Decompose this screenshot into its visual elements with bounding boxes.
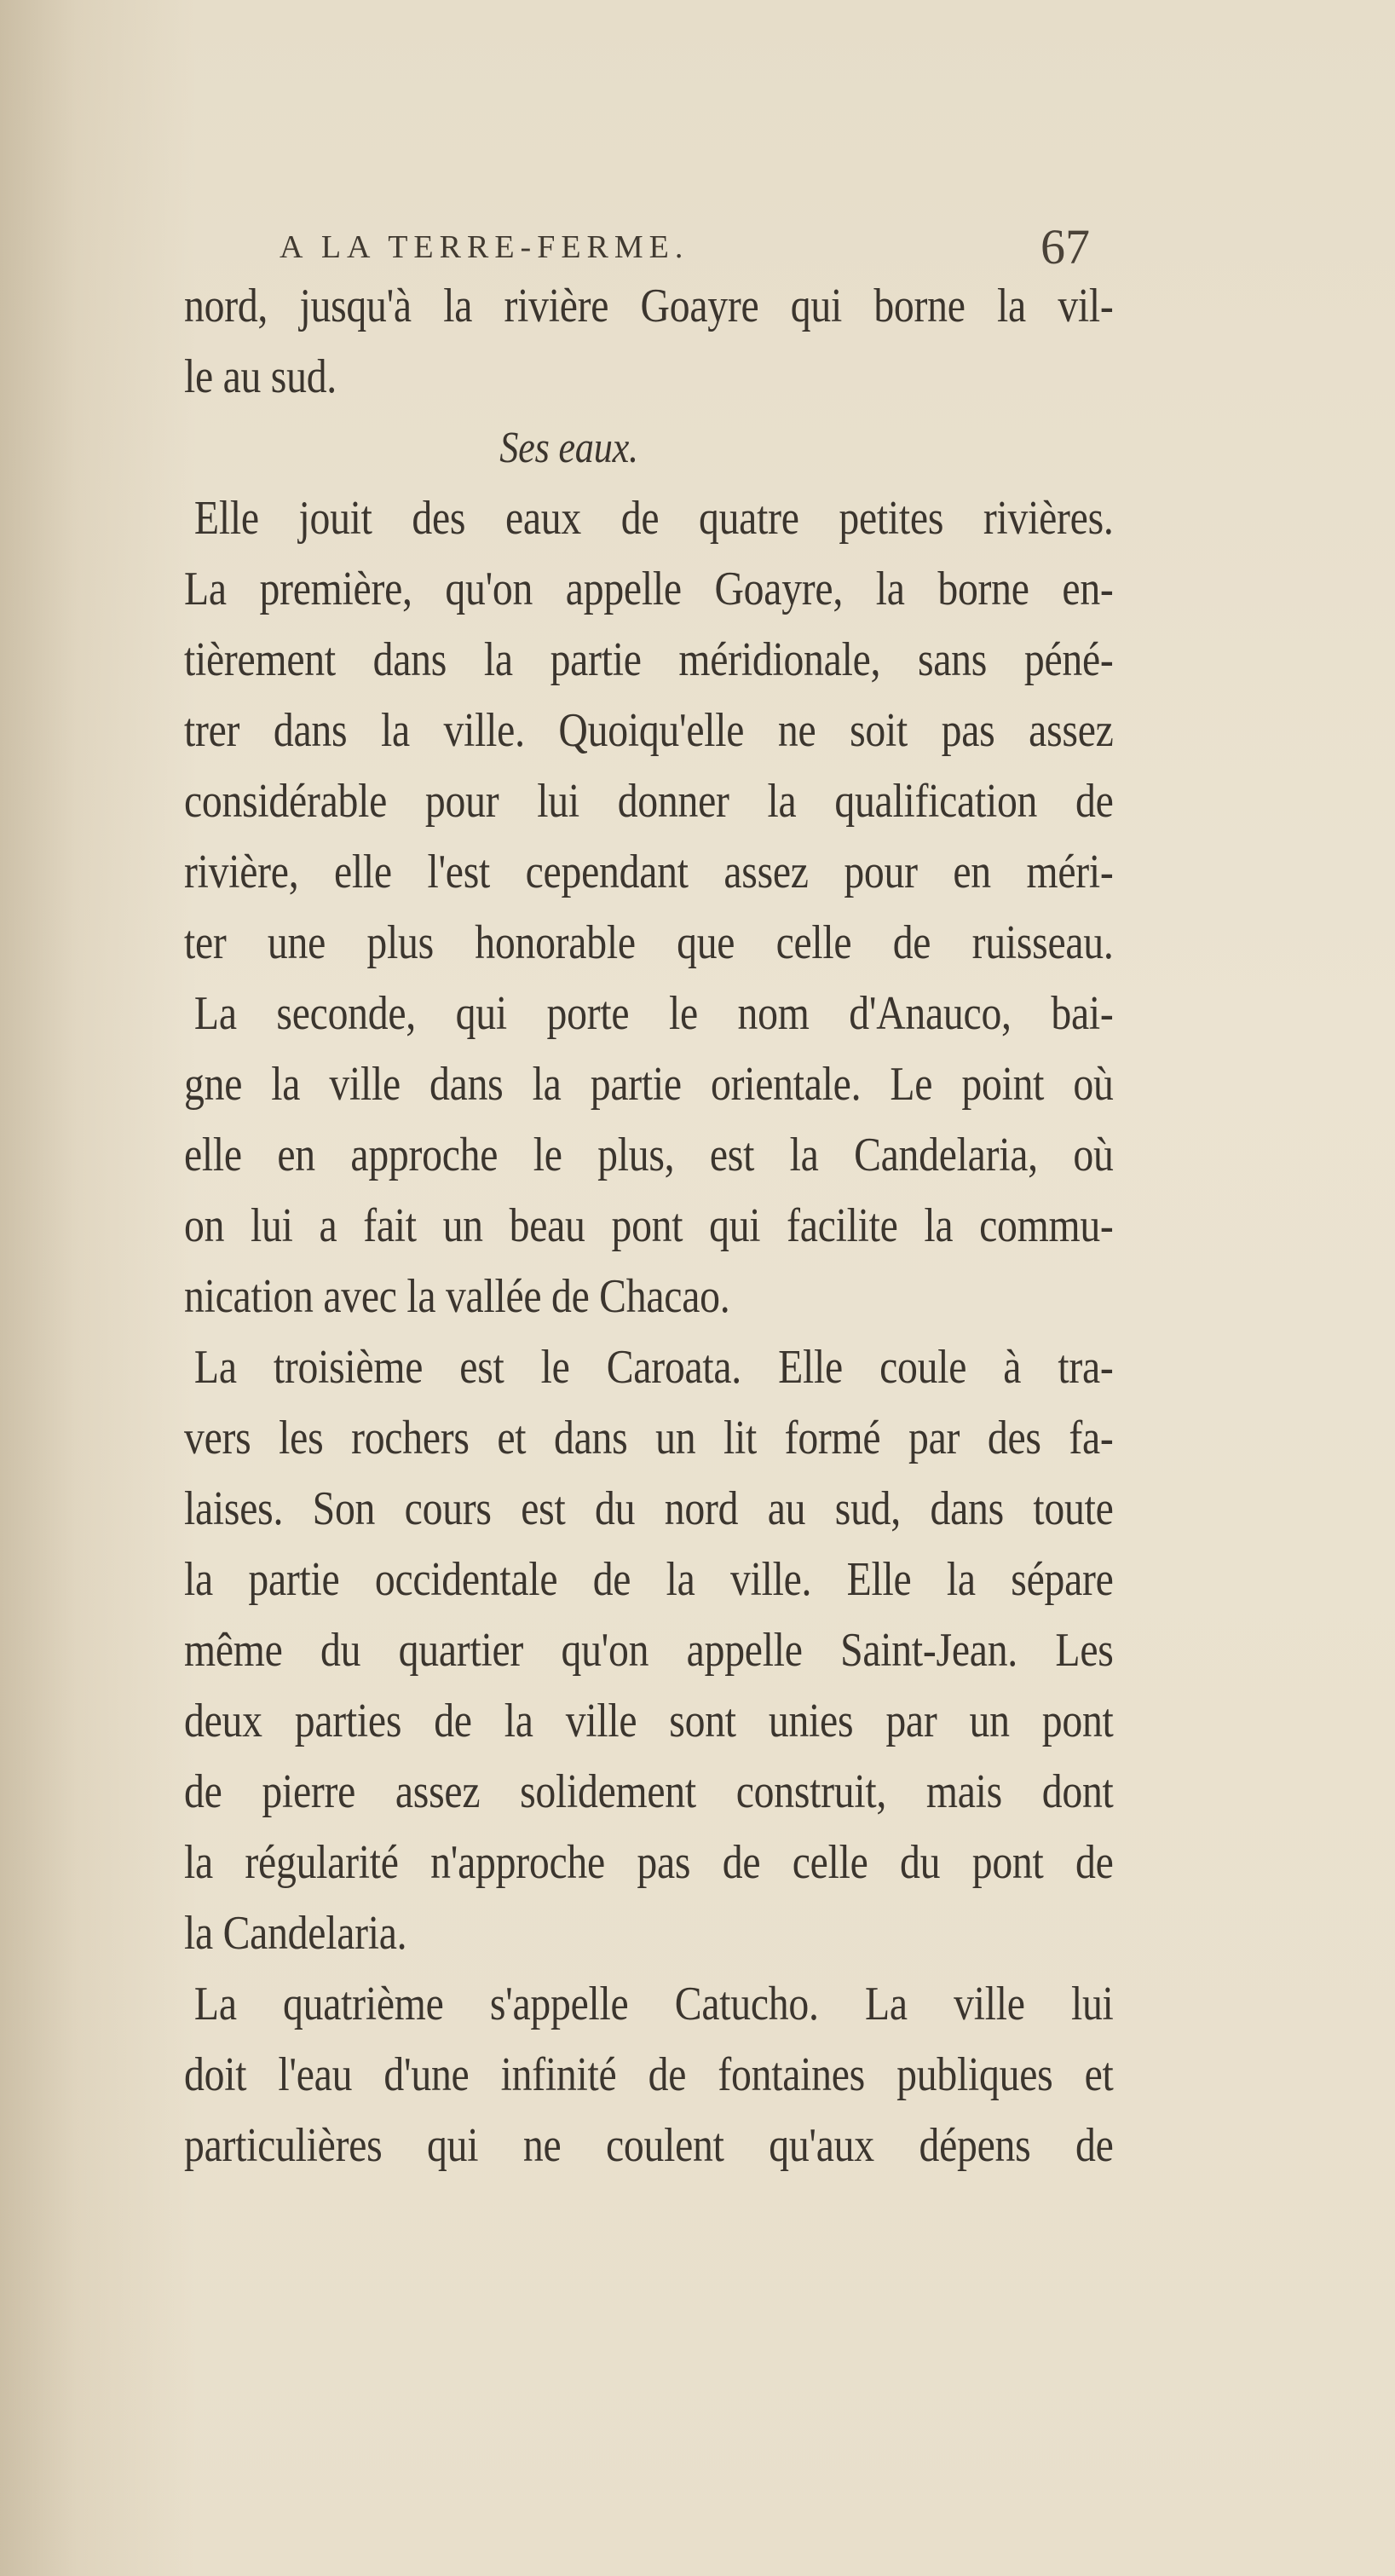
text-line: ter une plus honorable que celle de ruisseau.: [184, 916, 1114, 969]
text-line: même du quartier qu'on appelle Saint-Jean. Les: [184, 1624, 1114, 1677]
page-number: 67: [1040, 219, 1090, 274]
text-line: nord, jusqu'à la rivière Goayre qui borne la vil-: [184, 280, 1114, 332]
text-line: laises. Son cours est du nord au sud, dans toute: [184, 1482, 1114, 1535]
text-line: particulières qui ne coulent qu'aux dépens de: [184, 2119, 1114, 2172]
text-line: rivière, elle l'est cependant assez pour en méri-: [184, 846, 1114, 898]
text-line: la partie occidentale de la ville. Elle la sépare: [184, 1553, 1114, 1606]
text-line: La quatrième s'appelle Catucho. La ville lui: [193, 1978, 1114, 2030]
section-heading: Ses eaux.: [499, 424, 638, 472]
text-line: elle en approche le plus, est la Candelaria, où: [184, 1129, 1114, 1181]
text-line: la Candelaria.: [184, 1907, 407, 1960]
running-head: [184, 219, 1113, 274]
text-line: la régularité n'approche pas de celle du pont de: [184, 1836, 1114, 1889]
text-line: Elle jouit des eaux de quatre petites rivières.: [193, 492, 1114, 545]
text-line: La troisième est le Caroata. Elle coule à tra-: [193, 1341, 1114, 1394]
page-body: [184, 271, 1114, 2181]
text-line: gne la ville dans la partie orientale. Le point où: [184, 1058, 1114, 1111]
text-line: trer dans la ville. Quoiqu'elle ne soit pas assez: [184, 704, 1114, 757]
text-line: La première, qu'on appelle Goayre, la borne en-: [184, 563, 1114, 615]
text-line: on lui a fait un beau pont qui facilite la commu-: [184, 1199, 1114, 1252]
running-title: A LA TERRE-FERME.: [280, 229, 689, 265]
text-line: considérable pour lui donner la qualification de: [184, 775, 1114, 828]
text-line: vers les rochers et dans un lit formé par des fa-: [184, 1412, 1114, 1464]
text-line: La seconde, qui porte le nom d'Anauco, bai-: [193, 987, 1114, 1040]
text-line: de pierre assez solidement construit, mais dont: [184, 1765, 1114, 1818]
text-line: nication avec la vallée de Chacao.: [184, 1270, 730, 1323]
text-line: deux parties de la ville sont unies par un pont: [184, 1695, 1114, 1747]
text-line: tièrement dans la partie méridionale, sans péné-: [184, 633, 1114, 686]
text-line: doit l'eau d'une infinité de fontaines publiques et: [184, 2048, 1114, 2101]
text-line: le au sud.: [184, 350, 337, 403]
